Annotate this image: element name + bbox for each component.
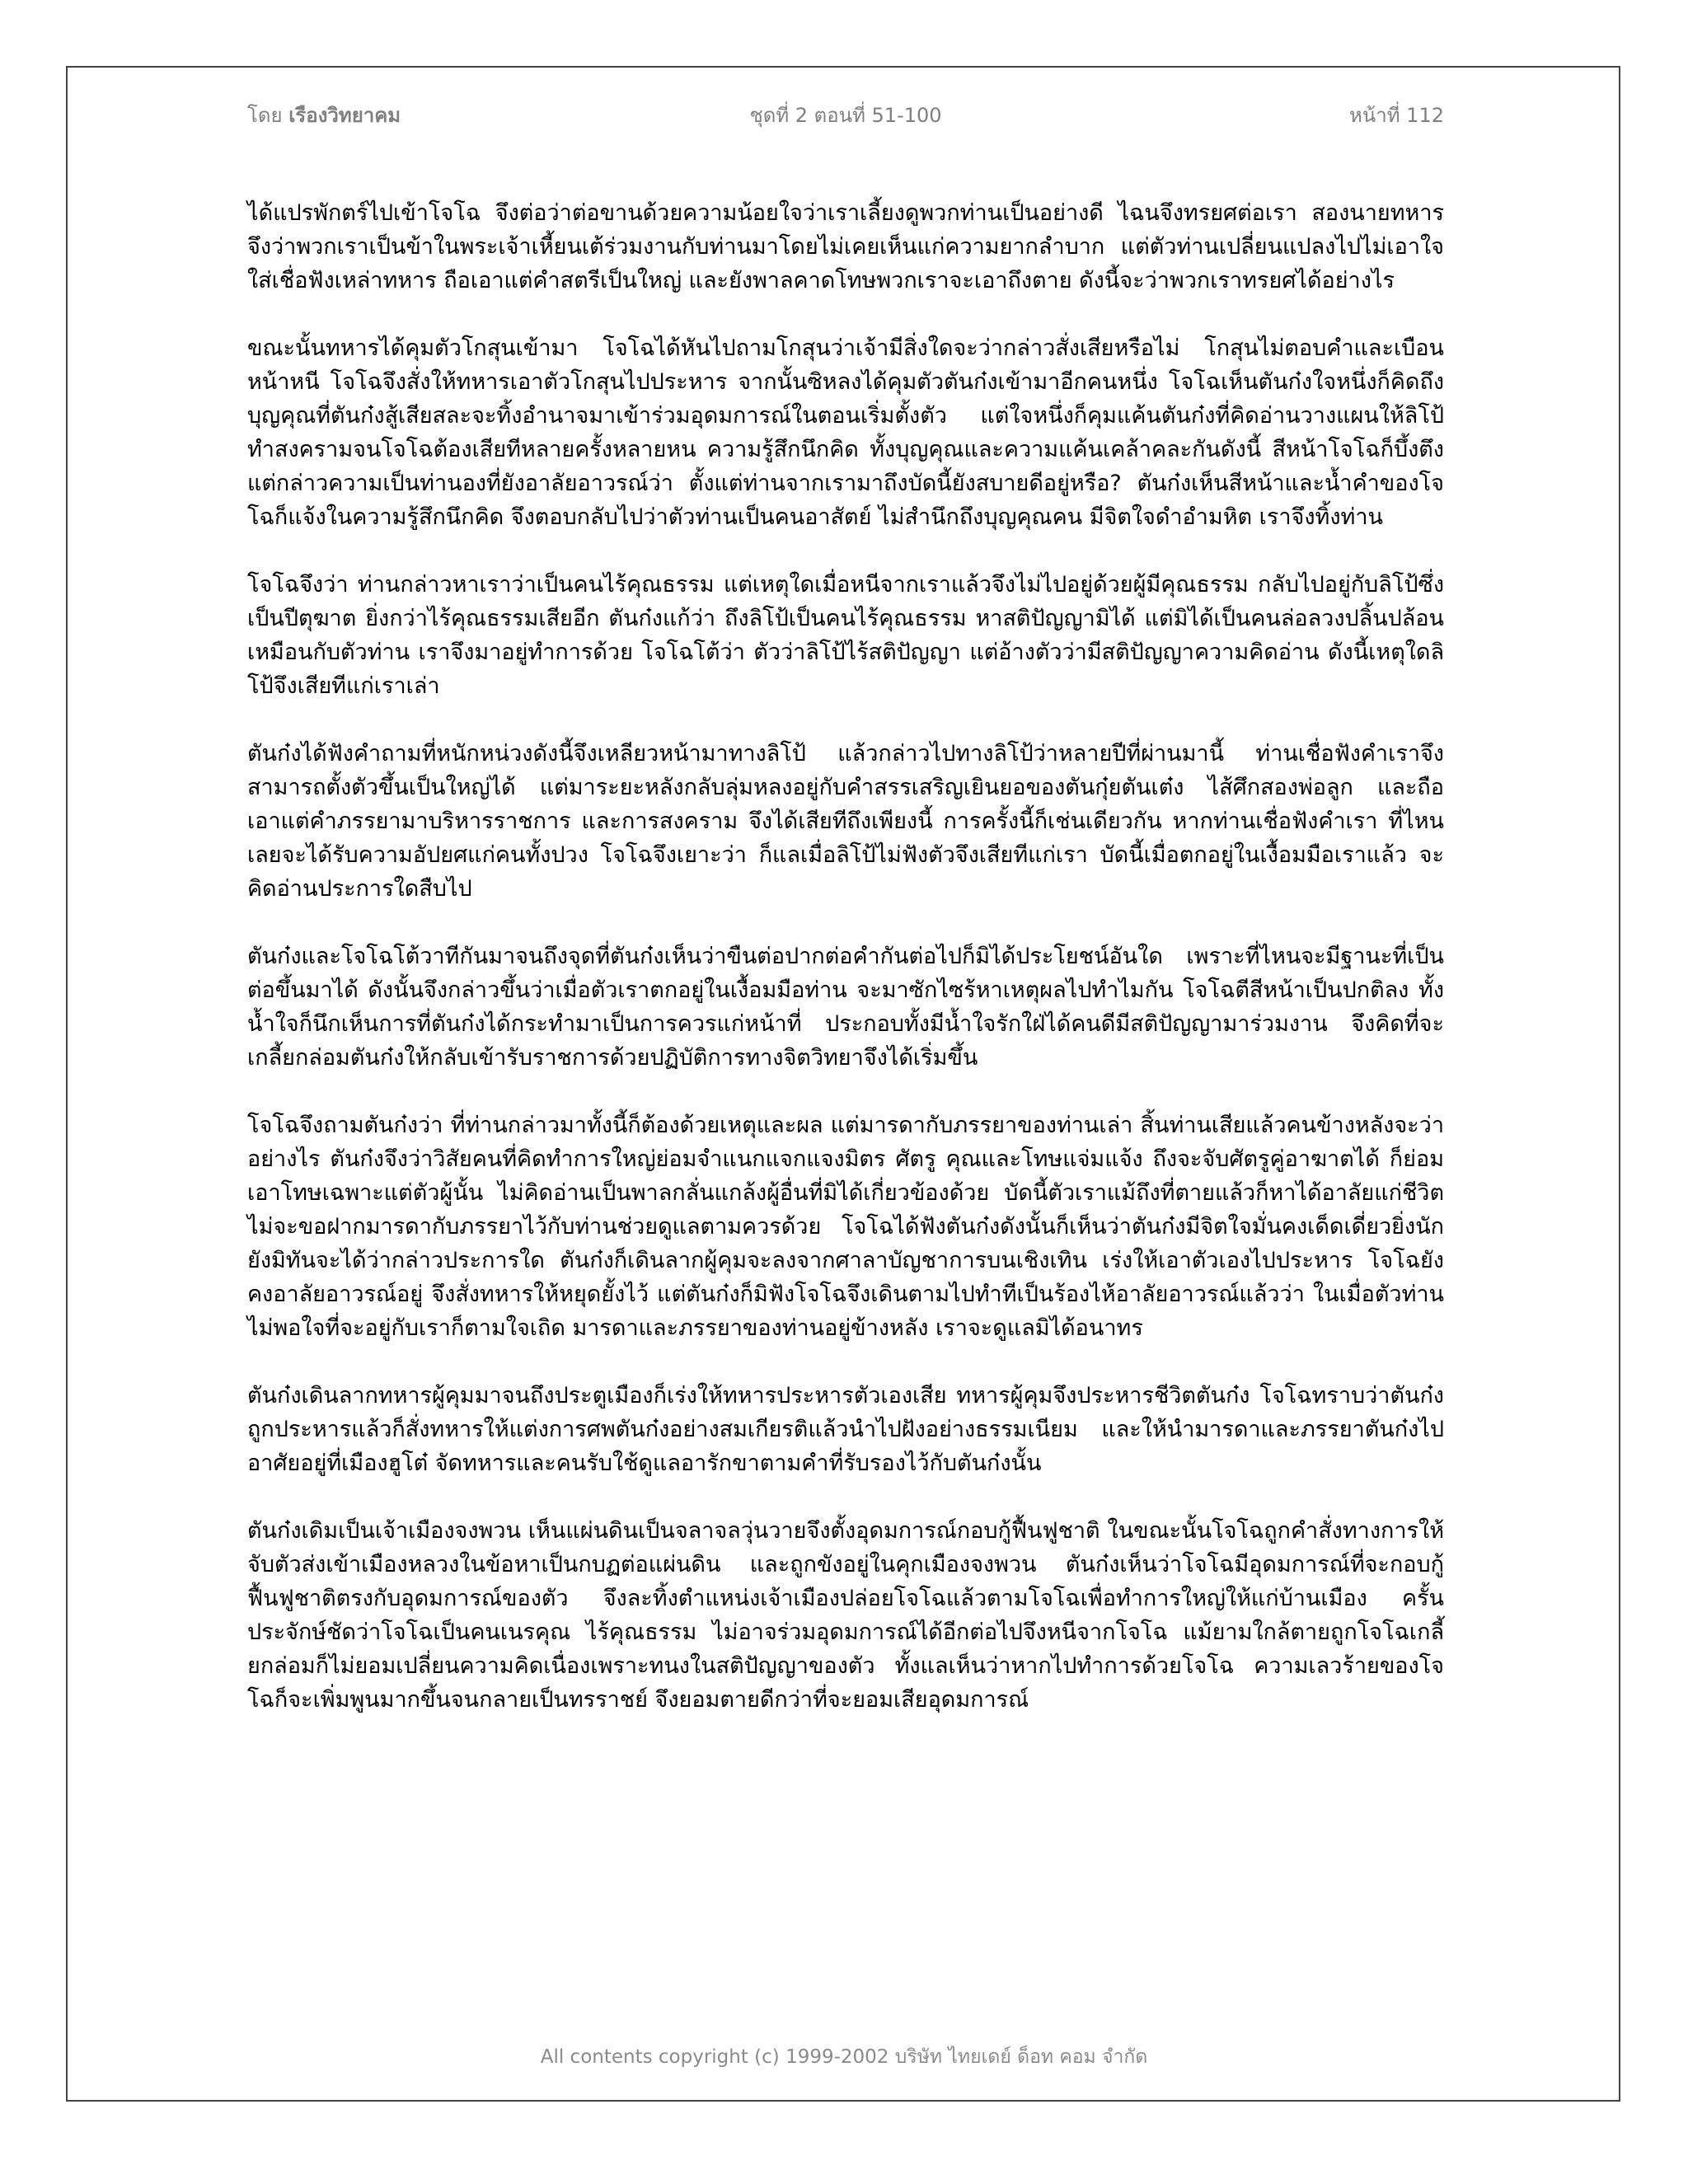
- paragraph: ขณะนั้นทหารได้คุมตัวโกสุนเข้ามา โจโฉได้หันไปถามโกสุนว่าเจ้ามีสิ่งใดจะว่ากล่าวสั่งเสียหรือไม่ โกสุนไม่ตอบคำและเบือนหน้าหนี โจโฉจึงสั่งให้ทหารเอาตัวโกสุนไปประหาร จากนั้นซิหลงได้คุมตัวตันก๋งเข้ามาอีกคนหนึ่ง โจโฉเห็นตันก๋งใจหนึ่งก็คิดถึงบุญคุณที่ตันก๋งสู้เสียสละจะทิ้งอำนาจมาเข้าร่วมอุดมการณ์ในตอนเริ่มตั้งตัว แต่ใจหนึ่งก็คุมแค้นตันก๋งที่คิดอ่านวางแผนให้ลิโป้ทำสงครามจนโจโฉต้องเสียทีหลายครั้งหลายหน ความรู้สึกนึกคิด ทั้งบุญคุณและความแค้นเคล้าคละกันดังนี้ สีหน้าโจโฉก็บึ้งตึง แต่กล่าวความเป็นท่านองที่ยังอาลัยอาวรณ์ว่า ตั้งแต่ท่านจากเรามาถึงบัดนี้ยังสบายดีอยู่หรือ? ตันก๋งเห็นสีหน้าและน้ำคำของโจโฉก็แจ้งในความรู้สึกนึกคิด จึงตอบกลับไปว่าตัวท่านเป็นคนอาสัตย์ ไม่สำนึกถึงบุญคุณคน มีจิตใจดำอำมหิต เราจึงทิ้งท่าน: [247, 335, 1444, 530]
- paragraph: ตันก๋งได้ฟังคำถามที่หนักหน่วงดังนี้จึงเหลียวหน้ามาทางลิโป้ แล้วกล่าวไปทางลิโป้ว่าหลายปีที่ผ่านมานี้ ท่านเชื่อฟังคำเราจึงสามารถตั้งตัวขึ้นเป็นใหญ่ได้ แต่มาระยะหลังกลับลุ่มหลงอยู่กับคำสรรเสริญเยินยอของตันกุ๋ยตันเต๋ง ไส้ศึกสองพ่อลูก และถือเอาแต่คำภรรยามาบริหารราชการ และการสงคราม จึงได้เสียทีถึงเพียงนี้ การครั้งนี้ก็เช่นเดียวกัน หากท่านเชื่อฟังคำเรา ที่ไหนเลยจะได้รับความอัปยศแก่คนทั้งปวง โจโฉจึงเยาะว่า ก็แลเมื่อลิโป้ไม่ฟังตัวจึงเสียทีแก่เรา บัดนี้เมื่อตกอยู่ในเงื้อมมือเราแล้ว จะคิดอ่านประการใดสืบไป: [247, 741, 1444, 902]
- copyright-footer: All contents copyright (c) 1999-2002 บริษัท ไทยเดย์ ด็อท คอม จำกัด: [540, 2046, 1148, 2068]
- author-name: เรืองวิทยาคม: [288, 104, 401, 127]
- paragraph: โจโฉจึงถามตันก๋งว่า ที่ท่านกล่าวมาทั้งนี้ก็ต้องด้วยเหตุและผล แต่มารดากับภรรยาของท่านเล่า สิ้นท่านเสียแล้วคนข้างหลังจะว่าอย่างไร ตันก๋งจึงว่าวิสัยคนที่คิดทำการใหญ่ย่อมจำแนกแจกแจงมิตร ศัตรู คุณและโทษแจ่มแจ้ง ถึงจะจับศัตรูคู่อาฆาตได้ ก็ย่อมเอาโทษเฉพาะแต่ตัวผู้นั้น ไม่คิดอ่านเป็นพาลกลั่นแกล้งผู้อื่นที่มิได้เกี่ยวข้องด้วย บัดนี้ตัวเราแม้ถึงที่ตายแล้วก็หาได้อาลัยแก่ชีวิตไม่จะขอฝากมารดากับภรรยาไว้กับท่านช่วยดูแลตามควรด้วย โจโฉได้ฟังตันก๋งดังนั้นก็เห็นว่าตันก๋งมีจิตใจมั่นคงเด็ดเดี่ยวยิ่งนัก ยังมิทันจะได้ว่ากล่าวประการใด ตันก๋งก็เดินลากผู้คุมจะลงจากศาลาบัญชาการบนเชิงเทิน เร่งให้เอาตัวเองไปประหาร โจโฉยังคงอาลัยอาวรณ์อยู่ จึงสั่งทหารให้หยุดยั้งไว้ แต่ตันก๋งก็มิฟังโจโฉจึงเดินตามไปทำทีเป็นร้องไห้อาลัยอาวรณ์แล้วว่า ในเมื่อตัวท่านไม่พอใจที่จะอยู่กับเราก็ตามใจเถิด มารดาและภรรยาของท่านอยู่ข้างหลัง เราจะดูแลมิได้อนาทร: [247, 1113, 1444, 1341]
- paragraph: ตันก๋งและโจโฉโต้วาทีกันมาจนถึงจุดที่ตันก๋งเห็นว่าขืนต่อปากต่อคำกันต่อไปก็มิได้ประโยชน์อันใด เพราะที่ไหนจะมีฐานะที่เป็นต่อขึ้นมาได้ ดังนั้นจึงกล่าวขึ้นว่าเมื่อตัวเราตกอยู่ในเงื้อมมือท่าน จะมาซักไซร้หาเหตุผลไปทำไมกัน โจโฉตีสีหน้าเป็นปกติลง ทั้งน้ำใจก็นึกเห็นการที่ตันก๋งได้กระทำมาเป็นการควรแก่หน้าที่ ประกอบทั้งมีน้ำใจรักใฝ่ได้คนดีมีสติปัญญามาร่วมงาน จึงคิดที่จะเกลี้ยกล่อมตันก๋งให้กลับเข้ารับราชการด้วยปฏิบัติการทางจิตวิทยาจึงได้เริ่มขึ้น: [247, 944, 1444, 1071]
- author-prefix: โดย: [247, 104, 283, 127]
- series-title: ชุดที่ 2 ตอนที่ 51-100: [749, 104, 942, 127]
- paragraph: ตันก๋งเดินลากทหารผู้คุมมาจนถึงประตูเมืองก็เร่งให้ทหารประหารตัวเองเสีย ทหารผู้คุมจึงประหารชีวิตตันก๋ง โจโฉทราบว่าตันก๋งถูกประหารแล้วก็สั่งทหารให้แต่งการศพตันก๋งอย่างสมเกียรติแล้วนำไปฝังอย่างธรรมเนียม และให้นำมารดาและภรรยาตันก๋งไปอาศัยอยู่ที่เมืองฮูโต๋ จัดทหารและคนรับใช้ดูแลอารักขาตามคำที่รับรองไว้กับตันก๋งนั้น: [247, 1383, 1444, 1476]
- paragraph: โจโฉจึงว่า ท่านกล่าวหาเราว่าเป็นคนไร้คุณธรรม แต่เหตุใดเมื่อหนีจากเราแล้วจึงไม่ไปอยู่ด้วยผู้มีคุณธรรม กลับไปอยู่กับลิโป้ซึ่งเป็นปีตุฆาต ยิ่งกว่าไร้คุณธรรมเสียอีก ตันก๋งแก้ว่า ถึงลิโป้เป็นคนไร้คุณธรรม หาสติปัญญามิได้ แต่มิได้เป็นคนล่อลวงปลิ้นปล้อนเหมือนกับตัวท่าน เราจึงมาอยู่ทำการด้วย โจโฉโต้ว่า ตัวว่าลิโป้ไร้สติปัญญา แต่อ้างตัวว่ามีสติปัญญาความคิดอ่าน ดังนี้เหตุใดลิโป้จึงเสียทีแก่เราเล่า: [247, 572, 1444, 699]
- page-number: หน้าที่ 112: [1349, 104, 1444, 127]
- page-header: [247, 99, 1444, 132]
- paragraph: ได้แปรพักตร์ไปเข้าโจโฉ จึงต่อว่าต่อขานด้วยความน้อยใจว่าเราเลี้ยงดูพวกท่านเป็นอย่างดี ไฉนจึงทรยศต่อเรา สองนายทหารจึงว่าพวกเราเป็นข้าในพระเจ้าเหี้ยนเต้ร่วมงานกับท่านมาโดยไม่เคยเห็นแก่ความยากลำบาก แต่ตัวท่านเปลี่ยนแปลงไปไม่เอาใจใส่เชื่อฟังเหล่าทหาร ถือเอาแต่คำสตรีเป็นใหญ่ และยังพาลคาดโทษพวกเราจะเอาถึงตาย ดังนี้จะว่าพวกเราทรยศได้อย่างไร: [247, 200, 1444, 293]
- article-body: [247, 196, 1444, 1750]
- paragraph: ตันก๋งเดิมเป็นเจ้าเมืองจงพวน เห็นแผ่นดินเป็นจลาจลวุ่นวายจึงตั้งอุดมการณ์กอบกู้ฟื้นฟูชาติ ในขณะนั้นโจโฉถูกคำสั่งทางการให้จับตัวส่งเข้าเมืองหลวงในข้อหาเป็นกบฏต่อแผ่นดิน และถูกขังอยู่ในคุกเมืองจงพวน ตันก๋งเห็นว่าโจโฉมีอุดมการณ์ที่จะกอบกู้ฟื้นฟูชาติตรงกับอุดมการณ์ของตัว จึงละทิ้งตำแหน่งเจ้าเมืองปล่อยโจโฉแล้วตามโจโฉเพื่อทำการใหญ่ให้แก่บ้านเมือง ครั้นประจักษ์ชัดว่าโจโฉเป็นคนเนรคุณ ไร้คุณธรรม ไม่อาจร่วมอุดมการณ์ได้อีกต่อไปจึงหนีจากโจโฉ แม้ยามใกล้ตายถูกโจโฉเกลี้ยกล่อมก็ไม่ยอมเปลี่ยนความคิดเนื่องเพราะทนงในสติปัญญาของตัว ทั้งแลเห็นว่าหากไปทำการด้วยโจโฉ ความเลวร้ายของโจโฉก็จะเพิ่มพูนมากขึ้นจนกลายเป็นทรราชย์ จึงยอมตายดีกว่าที่จะยอมเสียอุดมการณ์: [247, 1518, 1444, 1713]
